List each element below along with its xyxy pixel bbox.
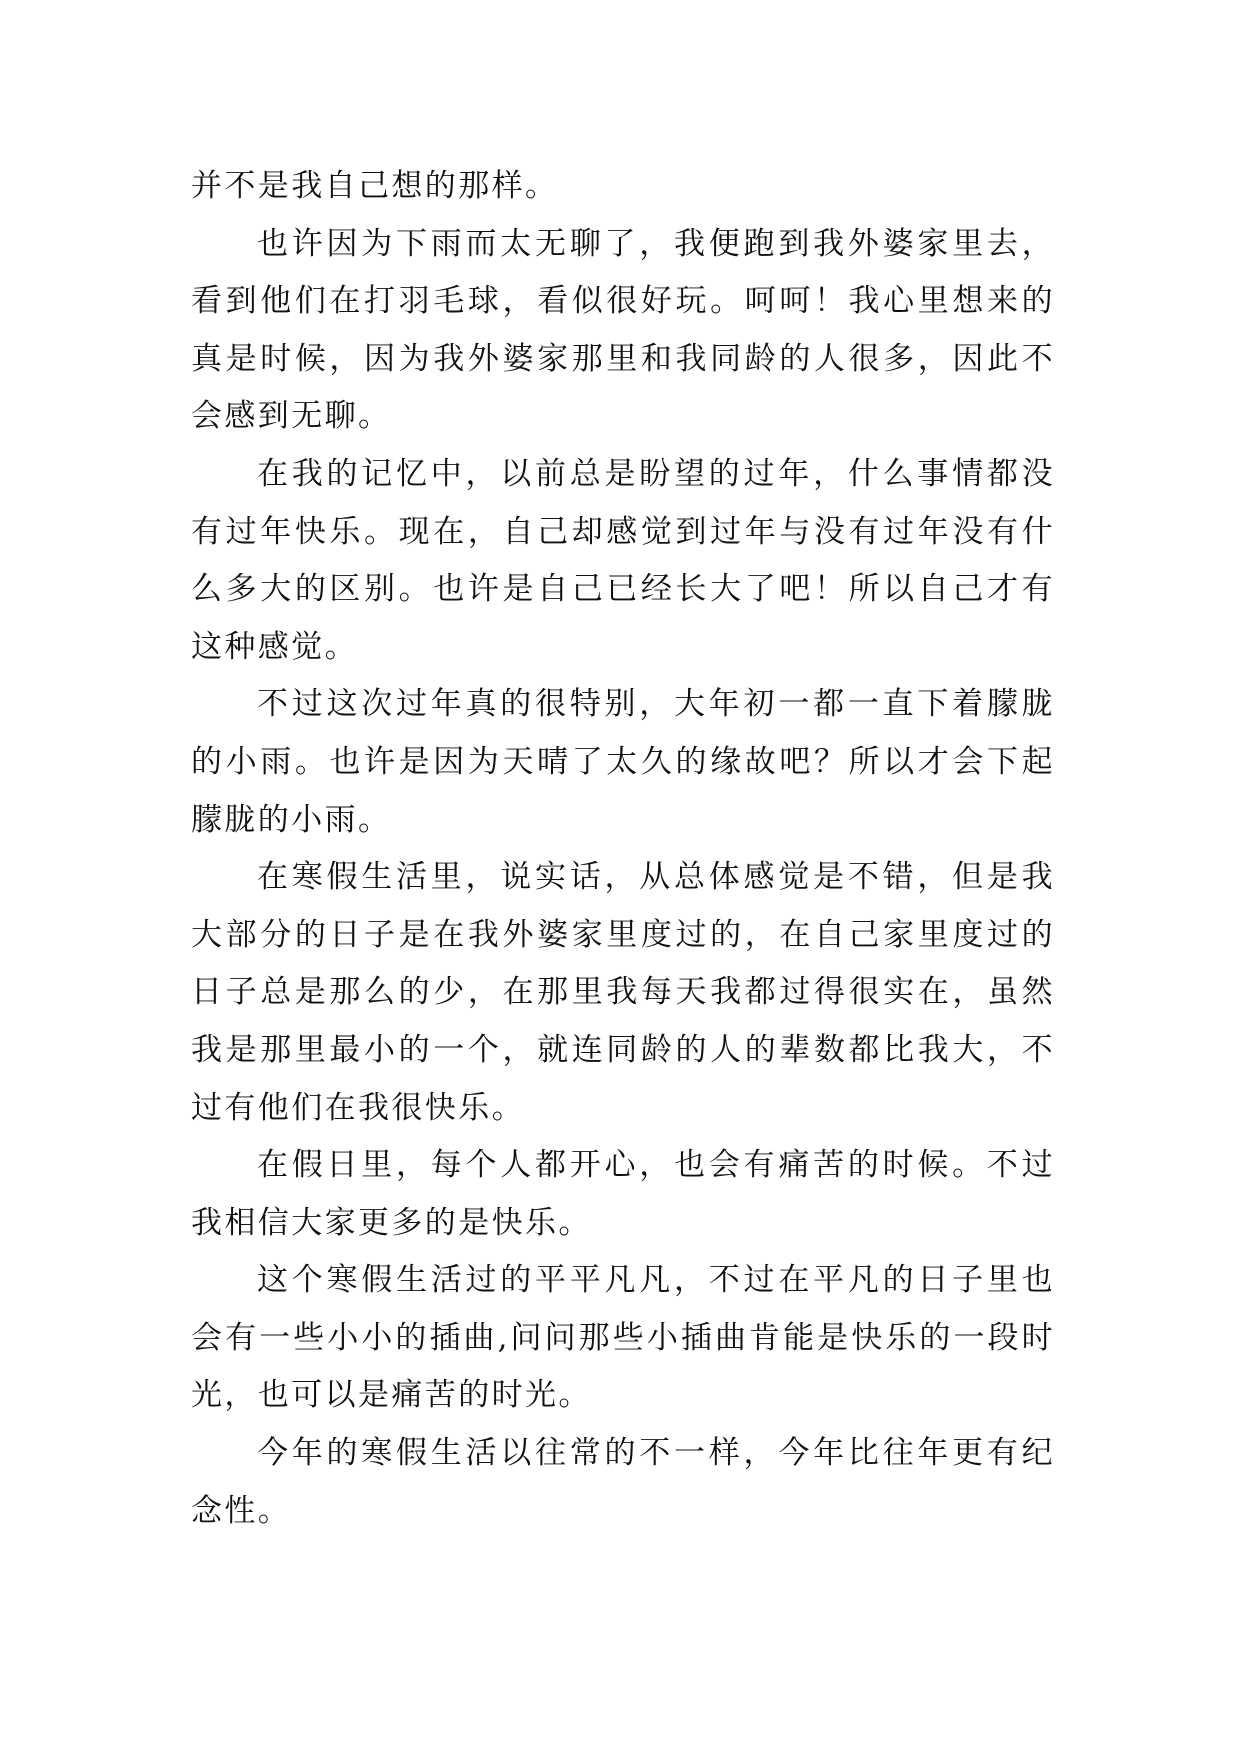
paragraph: 也许因为下雨而太无聊了，我便跑到我外婆家里去，看到他们在打羽毛球，看似很好玩。呵呵！我心里想来的真是时候，因为我外婆家那里和我同龄的人很多，因此不会感到无聊。 bbox=[191, 225, 1055, 435]
paragraph: 在我的记忆中，以前总是盼望的过年，什么事情都没有过年快乐。现在，自己却感觉到过年与没有过年没有什么多大的区别。也许是自己已经长大了吧！所以自己才有这种感觉。 bbox=[191, 455, 1055, 665]
paragraph: 不过这次过年真的很特别，大年初一都一直下着朦胧的小雨。也许是因为天晴了太久的缘故吧？所以才会下起朦胧的小雨。 bbox=[191, 686, 1055, 838]
body-text bbox=[191, 158, 1055, 1540]
paragraph: 今年的寒假生活以往常的不一样，今年比往年更有纪念性。 bbox=[191, 1435, 1055, 1529]
paragraph: 在寒假生活里，说实话，从总体感觉是不错，但是我大部分的日子是在我外婆家里度过的，在自己家里度过的日子总是那么的少，在那里我每天我都过得很实在，虽然我是那里最小的一个，就连同龄的人的辈数都比我大，不过有他们在我很快乐。 bbox=[191, 859, 1055, 1126]
paragraph: 并不是我自己想的那样。 bbox=[191, 168, 559, 204]
paragraph: 在假日里，每个人都开心，也会有痛苦的时候。不过我相信大家更多的是快乐。 bbox=[191, 1147, 1055, 1241]
paragraph: 这个寒假生活过的平平凡凡，不过在平凡的日子里也会有一些小小的插曲,问问那些小插曲肯能是快乐的一段时光，也可以是痛苦的时光。 bbox=[191, 1262, 1055, 1414]
